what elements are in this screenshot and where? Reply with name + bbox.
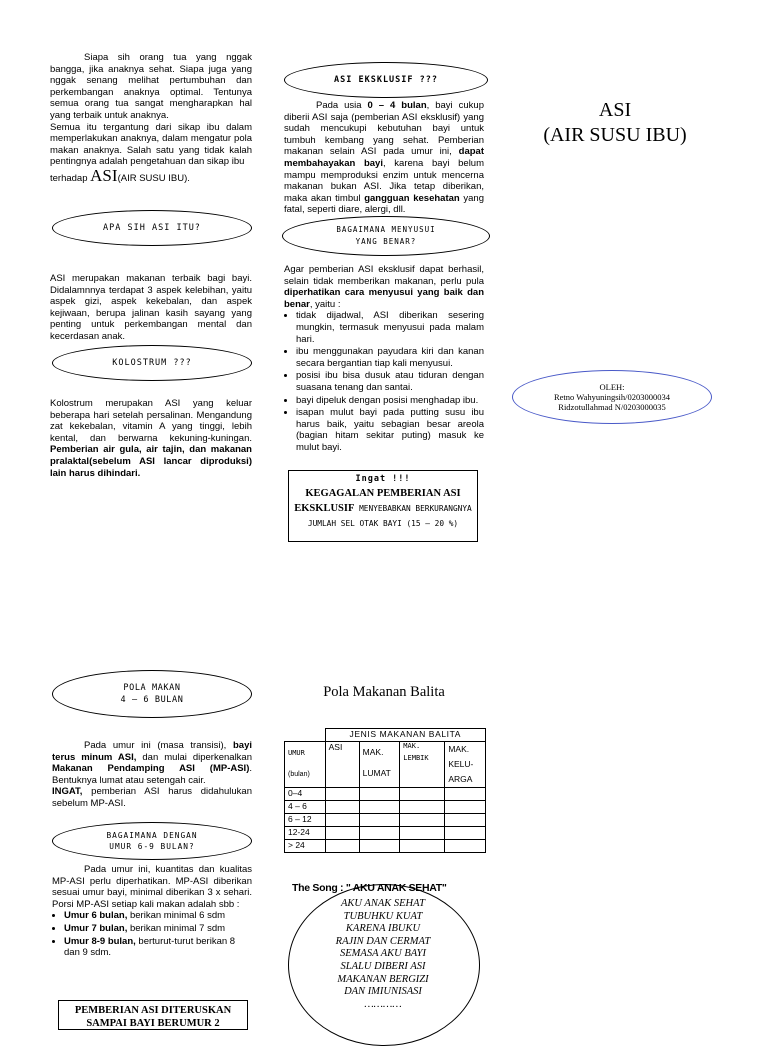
food-table <box>284 728 486 853</box>
song-line: KARENA IBUKU <box>345 923 421 935</box>
table-row <box>285 840 486 853</box>
table-cell <box>445 801 486 814</box>
row-age: 6 – 12 <box>285 814 326 827</box>
ingat-box <box>288 470 478 542</box>
song-line: ………… <box>364 998 402 1010</box>
list-item <box>64 936 252 959</box>
pola-post: . Bentuknya lumat atau setengah cair. <box>52 763 252 786</box>
ingat-title: Ingat !!! <box>355 474 411 484</box>
song-lyrics <box>300 898 466 1011</box>
col-lembik-2: LEMBIK <box>403 754 429 762</box>
pola-mid: dan mulai diperkenalkan <box>136 751 253 763</box>
oval-menyusui-label: BAGAIMANA MENYUSUI YANG BENAR? <box>336 225 436 246</box>
table-cell <box>359 801 400 814</box>
menyusui-bullets <box>284 310 484 453</box>
table-cell <box>400 840 445 853</box>
kolostrum-text: Kolostrum merupakan ASI yang keluar beberapa hari setelah persalinan. Mengandung zat kekebalan, vitamin A yang tinggi, lebih kental, dan berwarna kekuning-kuningan. <box>50 398 252 444</box>
porsi-list <box>52 910 252 958</box>
menyusui-paragraph <box>284 264 484 455</box>
oval-pola-label: POLA MAKAN 4 – 6 BULAN <box>120 683 184 705</box>
pola-text <box>52 740 252 786</box>
agar-post: , yaitu : <box>309 298 341 310</box>
table-row <box>285 801 486 814</box>
table-cell <box>400 788 445 801</box>
eks-bold3: gangguan kesehatan <box>364 192 460 204</box>
pola-paragraph <box>52 740 252 810</box>
table-corner <box>285 729 326 742</box>
oval-umur-label: BAGAIMANA DENGAN UMUR 6-9 BULAN? <box>106 831 198 851</box>
oval-kolostrum-label: KOLOSTRUM ??? <box>112 358 192 368</box>
kolostrum-bold: Pemberian air gula, air tajin, dan makanan pralaktal(sebelum ASI lancar diproduksi) lain harus dihindari. <box>50 444 252 479</box>
eks-bold1: 0 – 4 bulan <box>367 100 427 111</box>
oval-bagaimana-menyusui <box>282 216 490 256</box>
author2: Ridzotullahmad N/0203000035 <box>558 402 666 412</box>
table-cell <box>325 827 359 840</box>
col-lembik <box>400 742 445 788</box>
porsi-bold: Umur 8-9 bulan, <box>64 935 136 947</box>
list-item <box>64 923 252 935</box>
song-line: SEMASA AKU BAYI <box>340 948 426 960</box>
list-item <box>64 910 252 922</box>
eks-post: yang fatal, seperti diare, alergi, dll. <box>284 192 484 216</box>
table-cell <box>400 801 445 814</box>
table-row <box>285 814 486 827</box>
title-line1: ASI <box>598 99 632 121</box>
porsi-bold: Umur 6 bulan, <box>64 910 128 922</box>
row-age: 4 – 6 <box>285 801 326 814</box>
ingat-bold-word: INGAT, <box>52 786 83 798</box>
table-cell <box>325 840 359 853</box>
col-asi: ASI <box>325 742 359 788</box>
col-lumat <box>359 742 400 788</box>
porsi-text: berikan minimal 7 sdm <box>127 922 226 934</box>
eks-mid2: , karena bayi belum mampu memproduksi enzim untuk mencerna makanan bukan ASI. Jika tetap diberikan, maka akan timbul <box>284 157 484 204</box>
col-umur <box>285 742 326 788</box>
oval-kolostrum <box>52 345 252 381</box>
pola-bold1: bayi terus minum ASI, <box>52 740 252 763</box>
intro-p3 <box>50 165 252 185</box>
author1: Retno Wahyuningsih/0203000034 <box>553 392 671 402</box>
pola-bold2: Makanan Pendamping ASI (MP-ASI) <box>52 763 250 775</box>
song-line: DAN IMIUNISASI <box>344 986 422 998</box>
ingat-text: pemberian ASI harus didahulukan sebelum MP-ASI. <box>52 786 252 809</box>
table-row <box>285 827 486 840</box>
porsi-text: berturut-turut berikan 8 dan 9 sdm. <box>64 935 236 959</box>
oval-eksklusif-label: ASI EKSKLUSIF ??? <box>334 75 438 85</box>
table-cell <box>325 801 359 814</box>
table-cell <box>359 788 400 801</box>
row-age: 12-24 <box>285 827 326 840</box>
table-row <box>285 788 486 801</box>
song-title: The Song : " AKU ANAK SEHAT" <box>292 882 447 894</box>
table-header-row <box>285 729 486 742</box>
song-line: AKU ANAK SEHAT <box>340 898 425 909</box>
col-lumat-1: MAK. <box>362 747 384 757</box>
intro-p1: Siapa sih orang tua yang nggak bangga, jika anaknya sehat. Siapa juga yang nggak senang melihat pertumbuhan dan perkembangan anaknya optimal. Tentunya semua orang tua sangat mengharapkan hal yang terbaik untuk anaknya. <box>50 52 252 121</box>
table-cell <box>325 814 359 827</box>
ingat-bold: KEGAGALAN PEMBERIAN ASI EKSKLUSIF <box>294 488 461 514</box>
col-kel-2: KELU- <box>448 759 474 769</box>
table-cell <box>445 788 486 801</box>
list-item: • tidak dijadwal, ASI diberikan sesering mungkin, termasuk menyusui pada malam hari. <box>296 310 484 345</box>
oval-apa-label: APA SIH ASI ITU? <box>103 223 201 233</box>
table-header: JENIS MAKANAN BALITA <box>325 729 485 742</box>
row-age: 0–4 <box>285 788 326 801</box>
intro-p3-post: (AIR SUSU IBU). <box>117 172 190 184</box>
brochure-title <box>520 98 710 148</box>
porsi-text: berikan minimal 6 sdm <box>127 910 226 922</box>
song-line: MAKANAN BERGIZI <box>337 973 429 985</box>
col-bulan-label: (bulan) <box>288 771 310 778</box>
song-line: RAJIN DAN CERMAT <box>335 935 431 947</box>
box-asi-diteruskan <box>58 1000 248 1030</box>
song-line: TUBUHKU KUAT <box>343 910 423 922</box>
list-item: • bayi dipeluk dengan posisi menghadap ibu. <box>296 395 484 407</box>
intro-p3-pre: terhadap <box>50 172 91 184</box>
ingat-rest: MENYEBABKAN BERKURANGNYA JUMLAH SEL OTAK BAYI (15 – 20 %) <box>307 504 472 528</box>
asi-big-word: ASI <box>90 165 118 185</box>
box-asi-diteruskan-label: PEMBERIAN ASI DITERUSKAN SAMPAI BAYI BERUMUR 2 <box>74 1005 232 1029</box>
agar-bold: diperhatikan cara menyusui yang baik dan benar <box>284 287 484 310</box>
col-keluarga <box>445 742 486 788</box>
kolostrum-paragraph <box>50 398 252 479</box>
table-cell <box>400 814 445 827</box>
apa-asi-text: ASI merupakan makanan terbaik bagi bayi. Didalamnnya terdapat 3 aspek kelebihan, yaitu aspek gizi, aspek kekebalan, dan aspek kejiwaan, berupa jalinan kasih sayang yang penting untuk perkembangan mental dan kecerdasan anak. <box>50 273 252 342</box>
table-cell <box>445 827 486 840</box>
col-kel-1: MAK. <box>448 744 470 754</box>
title-line2: (AIR SUSU IBU) <box>543 124 687 146</box>
oleh-label: OLEH: <box>599 382 625 392</box>
eks-bold2: dapat membahayakan bayi <box>284 146 484 169</box>
list-item: • ibu menggunakan payudara kiri dan kanan secara bergantian tiap kali menyusui. <box>296 346 484 369</box>
ingat-body <box>289 485 477 530</box>
umur-paragraph <box>52 864 252 960</box>
col-kel-3: ARGA <box>448 774 473 784</box>
pola-pre: Pada umur ini (masa transisi), <box>84 740 233 751</box>
oval-umur-6-9 <box>52 822 252 860</box>
intro-p2: Semua itu tergantung dari sikap ibu dalam memperlakukan anaknya, dalam mengatur pola makan anaknya. Salah satu yang tidak kalah pentingnya adalah pengetahuan dan sikap ibu <box>50 121 252 168</box>
eks-pre: Pada usia <box>316 100 368 111</box>
umur-text: Pada umur ini, kuantitas dan kualitas MP-ASI perlu diperhatikan. MP-ASI diberikan sesuai umur bayi, minimal diberikan 3 x sehari. Porsi MP-ASI setiap kali makan adalah sbb : <box>52 864 252 910</box>
table-cell <box>359 827 400 840</box>
oval-author <box>512 370 712 424</box>
eks-mid: , bayi cukup diberii ASI saja (pemberian ASI eksklusif) yang sudah mencukupi kebutuhan bayi untuk tumbuh kembang yang sehat. Pemberian makanan selain ASI pada umur ini, <box>284 100 484 158</box>
table-cell <box>359 840 400 853</box>
table-cell <box>359 814 400 827</box>
ingat-line <box>52 786 252 809</box>
col-lembik-1: MAK. <box>403 742 421 750</box>
list-item: • posisi ibu bisa dusuk atau tiduran dengan suasana tenang dan santai. <box>296 370 484 393</box>
song-line: SLALU DIBERI ASI <box>340 960 426 972</box>
oval-apa-sih-asi <box>52 210 252 246</box>
row-age: > 24 <box>285 840 326 853</box>
table-cell <box>400 827 445 840</box>
agar-pre: Agar pemberian ASI eksklusif dapat berhasil, selain tidak memberikan makanan, perlu pula <box>284 264 484 287</box>
col-umur-label: UMUR <box>288 749 305 757</box>
table-cell <box>325 788 359 801</box>
pola-makanan-title: Pola Makanan Balita <box>323 684 445 700</box>
porsi-bold: Umur 7 bulan, <box>64 922 128 934</box>
oval-pola-makan <box>52 670 252 718</box>
table-cell <box>445 840 486 853</box>
intro-paragraph <box>50 52 252 185</box>
table-cell <box>445 814 486 827</box>
col-lumat-2: LUMAT <box>362 768 391 778</box>
eksklusif-paragraph <box>284 100 484 216</box>
oval-asi-eksklusif <box>284 62 488 98</box>
table-subheader-row <box>285 742 486 788</box>
list-item: • isapan mulut bayi pada putting susu ibu harus baik, yaitu sebagian besar areola (bagian hitam sekitar puting) masuk ke mulut bayi. <box>296 407 484 453</box>
